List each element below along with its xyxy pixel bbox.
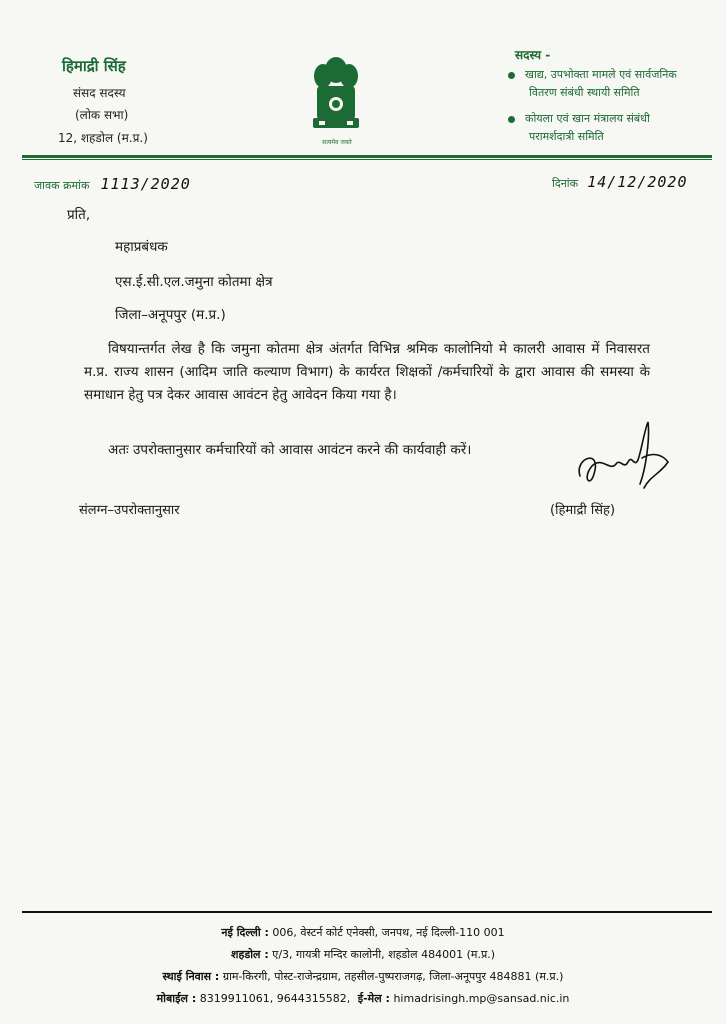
emblem-motto: सत्यमेव जयते bbox=[322, 139, 352, 146]
salutation: प्रति, bbox=[67, 207, 91, 223]
constituency: 12, शहडोल (म.प्र.) bbox=[58, 131, 148, 145]
letter-date: दिनांक 14/12/2020 bbox=[552, 173, 688, 191]
letter-paragraph-2: अतः उपरोक्तानुसार कर्मचारियों को आवास आवंटन करने की कार्यवाही करें। bbox=[108, 442, 472, 458]
designation: संसद सदस्य bbox=[73, 86, 126, 100]
footer-contact: मोबाईल : 8319911061, 9644315582, ई-मेल : himadrisingh.mp@sansad.nic.in bbox=[156, 992, 570, 1005]
footer-shahdol: शहडोल : ए/3, गायत्री मन्दिर कालोनी, शहडोल 484001 (म.प्र.) bbox=[231, 948, 495, 961]
letter-paragraph-1: विषयान्तर्गत लेख है कि जमुना कोतमा क्षेत्र अंतर्गत विभिन्न श्रमिक कालोनियो मे कालरी आवास में निवासरत म.प्र. राज्य शासन (आदिम जाति कल्याण विभाग) के कार्यरत शिक्षकों /कर्मचारियों के द्वारा आवास की समस्या के समाधान हेतु पत्र देकर आवास आवंटन हेतु आवेदन किया गया है। bbox=[84, 341, 650, 403]
national-emblem bbox=[305, 48, 367, 148]
bullet-icon bbox=[508, 116, 515, 123]
header-rule-thin bbox=[22, 159, 712, 160]
ref-number: जावक क्रमांक 1113/2020 bbox=[34, 175, 191, 193]
bullet-icon bbox=[508, 72, 515, 79]
recipient-district: जिला–अनूपपुर (म.प्र.) bbox=[115, 307, 226, 323]
members-title: सदस्य - bbox=[515, 48, 551, 62]
recipient-org: एस.ई.सी.एल.जमुना कोतमा क्षेत्र bbox=[115, 274, 273, 290]
mp-name: हिमाद्री सिंह bbox=[62, 57, 126, 75]
signatory-name: (हिमाद्री सिंह) bbox=[550, 503, 616, 518]
footer-residence: स्थाई निवास : ग्राम-किरगी, पोस्ट-राजेन्द्रग्राम, तहसील-पुष्पराजगढ़, जिला-अनूपपुर 484881 (म.प्र.) bbox=[162, 970, 564, 983]
enclosure: संलग्न–उपरोक्तानुसार bbox=[79, 503, 180, 518]
handwritten-signature bbox=[572, 418, 672, 502]
membership-1: खाद्य, उपभोक्ता मामले एवं सार्वजनिक वितरण संबंधी स्थायी समिति bbox=[508, 66, 677, 102]
header-rule bbox=[22, 155, 712, 158]
recipient-title: महाप्रबंधक bbox=[115, 239, 168, 255]
house: (लोक सभा) bbox=[75, 108, 129, 122]
membership-2: कोयला एवं खान मंत्रालय संबंधी परामर्शदात्री समिति bbox=[508, 110, 650, 146]
footer-rule bbox=[22, 911, 712, 913]
email-link[interactable]: himadrisingh.mp@sansad.nic.in bbox=[393, 992, 570, 1005]
footer-delhi: नई दिल्ली : 006, वेस्टर्न कोर्ट एनेक्सी, जनपथ, नई दिल्ली-110 001 bbox=[221, 926, 505, 939]
